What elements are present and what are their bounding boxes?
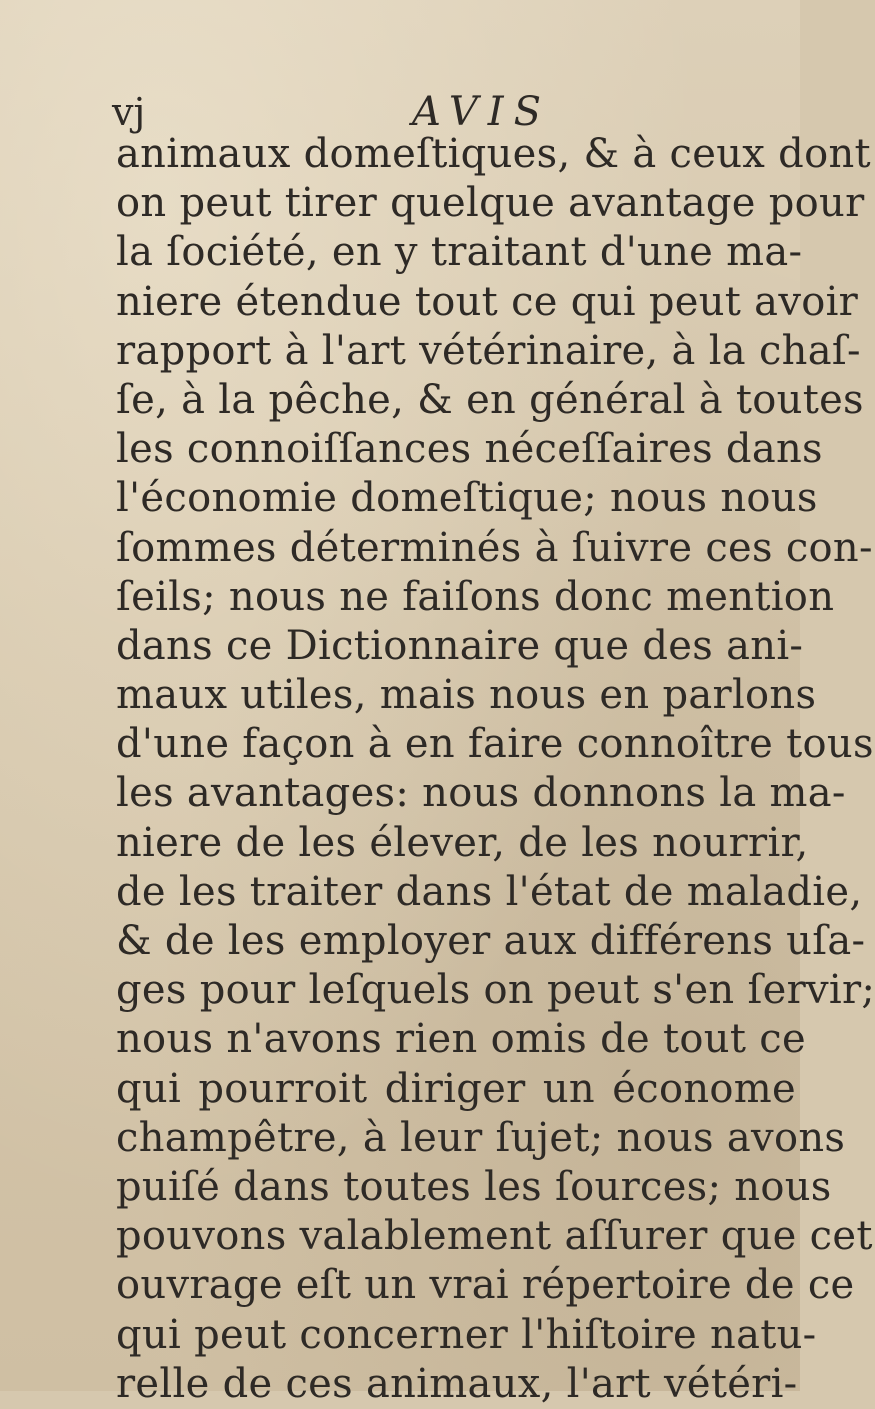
text-line: les connoiſſances néceſſaires dans <box>116 426 823 473</box>
text-line: la ſociété, en y traitant d'une ma- <box>116 229 803 276</box>
text-line: maux utiles, mais nous en parlons <box>116 672 817 719</box>
text-line: rapport à l'art vétérinaire, à la chaſ- <box>116 327 861 374</box>
text-line: de les traiter dans l'état de maladie, <box>116 868 863 915</box>
text-line: ſeils; nous ne faiſons donc mention <box>116 573 835 620</box>
text-line: nous n'avons rien omis de tout ce <box>116 1016 806 1063</box>
text-line: qui pourroit diriger un économe <box>116 1065 796 1112</box>
text-line: on peut tirer quelque avantage pour <box>116 180 865 227</box>
text-line: d'une façon à en faire connoître tous <box>116 721 874 768</box>
text-line: qui peut concerner l'hiſtoire natu- <box>116 1311 817 1358</box>
text-line: ouvrage eſt un vrai répertoire de ce <box>116 1262 855 1309</box>
page-header <box>112 88 582 136</box>
text-line: l'économie domeſtique; nous nous <box>116 475 818 522</box>
text-line: niere étendue tout ce qui peut avoir <box>116 278 859 325</box>
page-number: vj <box>112 90 146 134</box>
text-line: puiſé dans toutes les ſources; nous <box>116 1163 832 1210</box>
running-title: AVIS <box>412 89 551 135</box>
body-text <box>116 130 875 1409</box>
text-line: ſommes déterminés à ſuivre ces con- <box>116 524 873 571</box>
text-line: ges pour leſquels on peut s'en ſervir; <box>116 967 875 1014</box>
text-line: relle de ces animaux, l'art vétéri- <box>116 1360 798 1407</box>
text-line: les avantages: nous donnons la ma- <box>116 770 846 817</box>
text-line: niere de les élever, de les nourrir, <box>116 819 809 866</box>
text-line: dans ce Dictionnaire que des ani- <box>116 622 804 669</box>
text-line: animaux domeſtiques, & à ceux dont <box>116 131 871 177</box>
text-line: champêtre, à leur ſujet; nous avons <box>116 1114 846 1161</box>
text-line: & de les employer aux différens uſa- <box>116 918 866 964</box>
text-line: pouvons valablement aſſurer que cet <box>116 1213 873 1260</box>
text-line: ſe, à la pêche, & en général à toutes <box>116 376 864 423</box>
